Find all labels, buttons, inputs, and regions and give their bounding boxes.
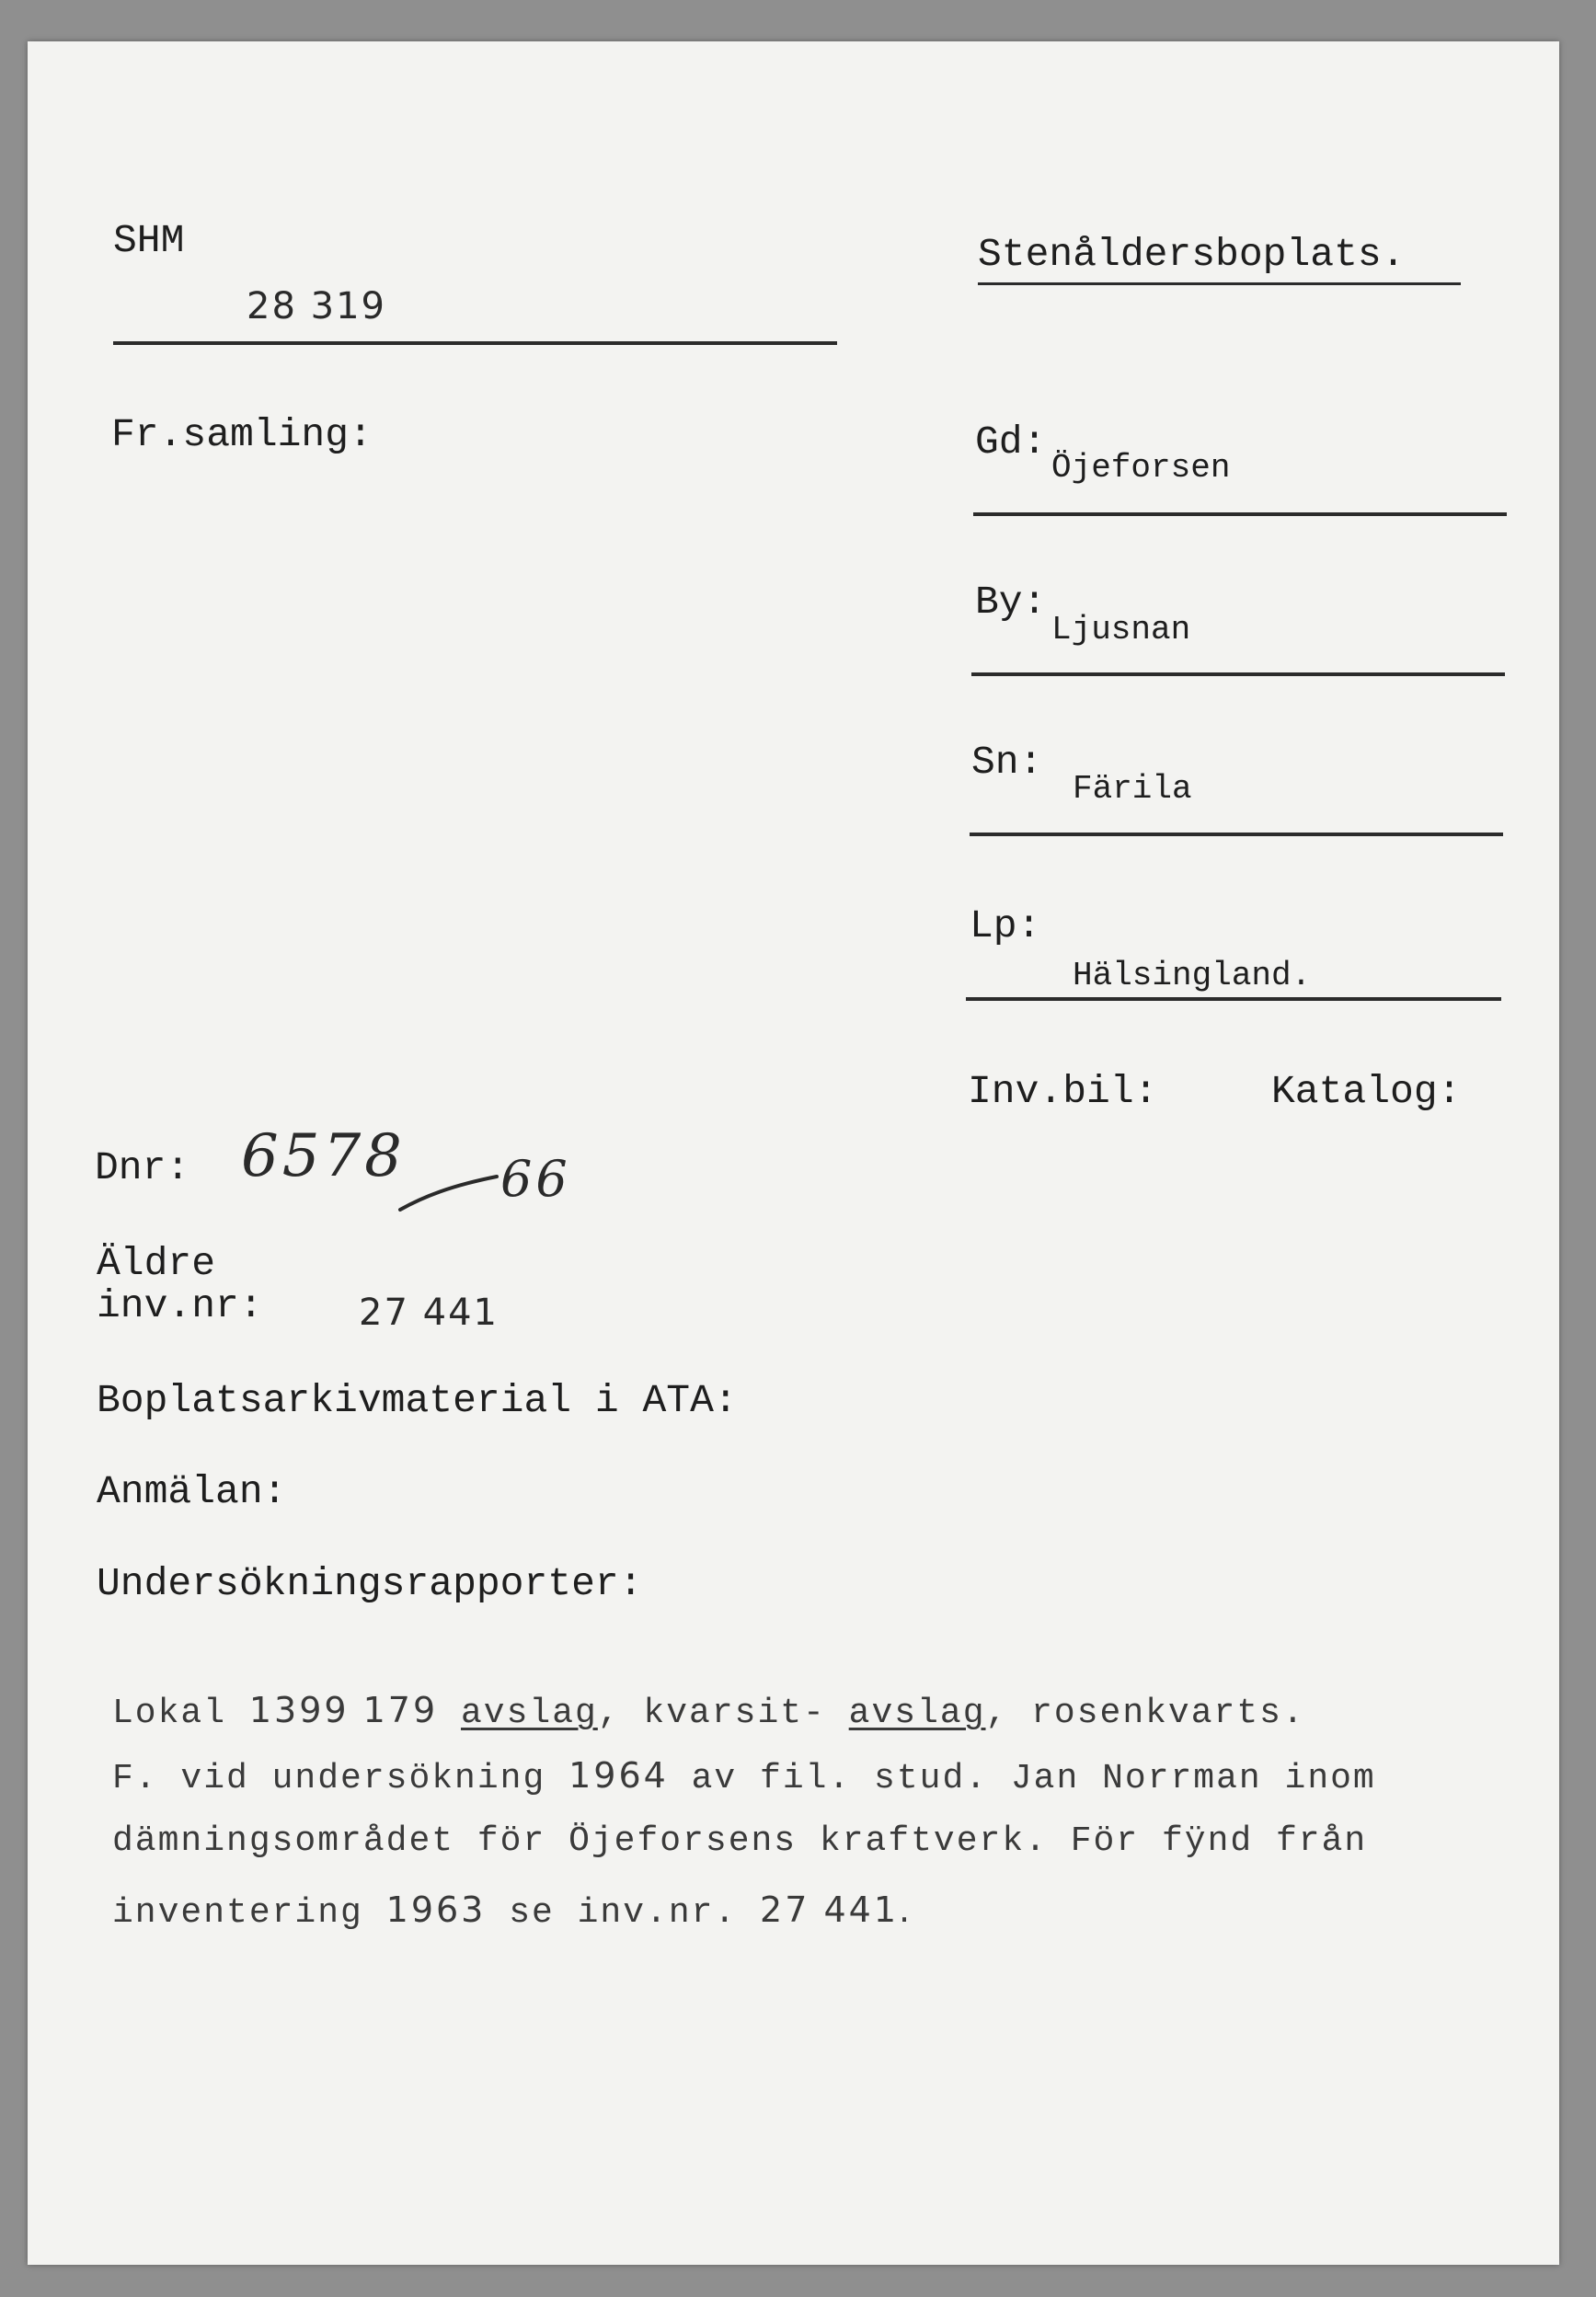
category-underline [978, 282, 1461, 285]
notes-line-1-number: 1399 179 [248, 1690, 439, 1730]
sn-rule [970, 833, 1503, 836]
museum-code: SHM [113, 218, 185, 263]
fr-samling-label: Fr.samling: [111, 412, 373, 457]
notes-line-2-a: F. vid undersökning [112, 1759, 546, 1798]
gd-label: Gd: [975, 419, 1047, 465]
header-rule-left [113, 341, 837, 345]
anmalan-label: Anmälan: [97, 1469, 287, 1514]
notes-line-1-a: Lokal [112, 1694, 227, 1733]
notes-line-2 [112, 1755, 1376, 1798]
sn-label: Sn: [971, 740, 1043, 785]
catalog-card [28, 41, 1559, 2265]
sn-value: Färila [1073, 770, 1192, 808]
notes-line-4-b: se inv.nr. [509, 1893, 738, 1933]
notes-line-1 [112, 1690, 1305, 1733]
by-label: By: [975, 580, 1047, 625]
dnr-slash-stroke [396, 1169, 506, 1215]
dnr-label: Dnr: [95, 1145, 190, 1190]
notes-line-3 [112, 1821, 1368, 1861]
dnr-handwritten-number: 6578 [241, 1122, 406, 1190]
by-value: Ljusnan [1051, 611, 1191, 649]
undersokning-label: Undersökningsrapporter: [97, 1561, 643, 1606]
notes-line-1-avslag: avslag [460, 1694, 598, 1733]
boplats-label: Boplatsarkivmaterial i ATA: [97, 1378, 738, 1423]
notes-line-1-e: , rosenkvarts. [985, 1694, 1305, 1733]
notes-line-4-a: inventering [112, 1893, 363, 1933]
inv-bil-label: Inv.bil: [968, 1069, 1158, 1114]
notes-line-1-avslag-2: avslag [848, 1694, 986, 1733]
notes-line-2-year: 1964 [568, 1755, 669, 1796]
dnr-handwritten-year: 66 [500, 1150, 571, 1208]
by-rule [971, 672, 1505, 676]
gd-rule [973, 512, 1507, 516]
notes-line-3-a: dämningsområdet för Öjeforsens kraftverk. För fÿnd från [112, 1821, 1368, 1861]
notes-line-4 [112, 1889, 913, 1933]
notes-line-2-b: av fil. stud. Jan Norrman inom [691, 1759, 1376, 1798]
category-title: Stenåldersboplats. [978, 232, 1406, 277]
inv-nr-value: 27 441 [359, 1292, 499, 1334]
gd-value: Öjeforsen [1051, 449, 1231, 487]
notes-line-4-year: 1963 [385, 1889, 487, 1930]
lp-rule [966, 997, 1501, 1001]
aldre-label: Äldre [97, 1241, 216, 1286]
lp-label: Lp: [970, 903, 1041, 948]
katalog-label: Katalog: [1271, 1069, 1462, 1114]
handwritten-number: 28 319 [247, 285, 386, 327]
lp-value: Hälsingland. [1073, 957, 1312, 994]
notes-line-1-c: , kvarsit- [597, 1694, 826, 1733]
notes-line-4-inv-number: 27 441. [760, 1889, 913, 1930]
inv-nr-label: inv.nr: [97, 1283, 263, 1328]
